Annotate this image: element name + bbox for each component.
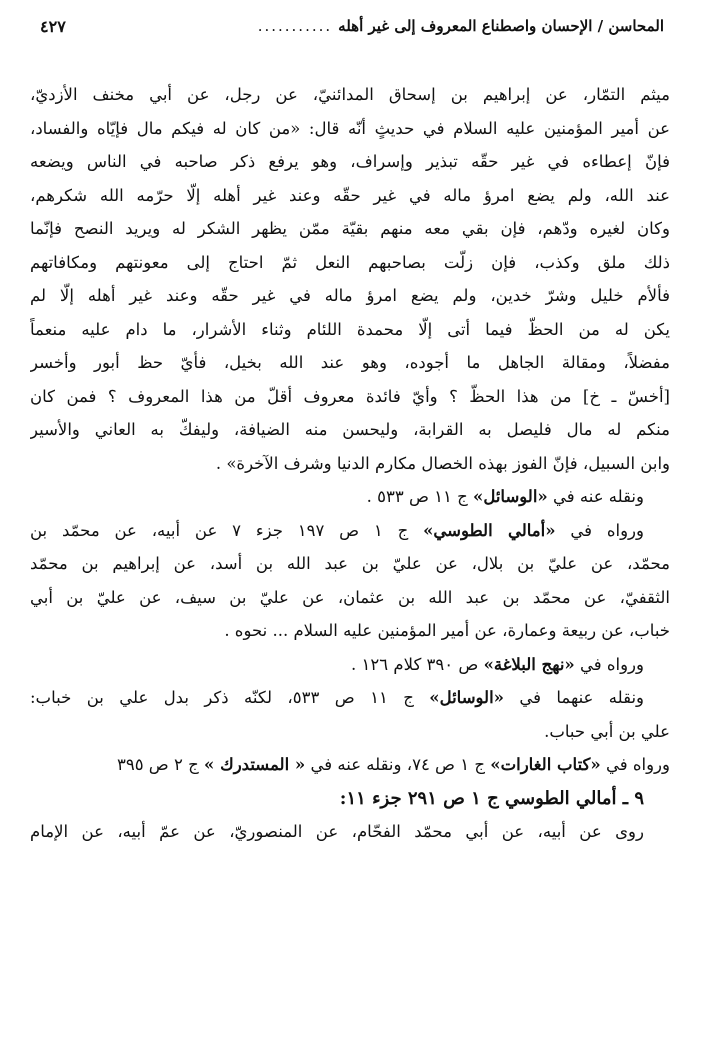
text-line: منكم له مال فليصل به القرابة، وليحسن منه الضيافة، وليفكّ به العاني والأسير [30, 420, 670, 439]
book-title: «أمالي الطوسي» [423, 520, 556, 540]
ref-prefix: ورواه في [574, 654, 644, 674]
book-title: « المستدرك » [204, 755, 306, 774]
ref-prefix: ونقله عنهما في [503, 688, 645, 707]
running-title: المحاسن / الإحسان واصطناع المعروف إلى غير أهله [338, 17, 664, 35]
reference-nahj [30, 648, 670, 682]
text-line [30, 648, 670, 682]
header-dot-leader: ........... [257, 17, 333, 35]
text-line: ذلك ملق وكذب، فإن زلّت بصاحبهم النعل ثمّ احتاج إلى معونتهم ومكافاتهم [30, 252, 670, 272]
text-line [30, 681, 670, 715]
text-line: [أخسّ ـ خ] من هذا الحظّ ؟ وأيّ فائدة معروف أقلّ من هذا المعروف ؟ فمن كان [30, 386, 670, 406]
reference-gharat [30, 748, 670, 782]
book-title: «الوسائل» [473, 487, 548, 506]
reference-wasail [30, 480, 670, 514]
text-line: يكن له من الحظّ فيما أتى إلّا محمدة اللئام وثناء الأشرار، ما دام عليه منعماً [30, 319, 670, 339]
reference-wasail-second [30, 681, 670, 748]
text-line: فألأم خليل وشرّ خدين، ولم يضع امرؤ ماله في غير حقّه وعند غير أهله إلّا لم [30, 286, 670, 305]
ref-prefix: ورواه في [600, 755, 670, 774]
page-header [40, 12, 664, 41]
text-line: فإنّ إعطاءه في غير حقّه تبذير وإسراف، وهو يرفع ذكر صاحبه في الناس ويضعه [30, 152, 670, 171]
text-line: مفضلاً، ومقالة الجاهل ما أجوده، وهو عند الله بخيل، فأيّ حظ أبور وأخسر [30, 353, 670, 372]
text-line: ميثم التمّار، عن إبراهيم بن إسحاق المدائنيّ، عن رجل، عن أبي مخنف الأزديّ، [30, 85, 670, 104]
text-line [30, 748, 670, 782]
ref-suffix: ص ٣٩٠ كلام ١٢٦ . [351, 654, 484, 674]
book-title: «نهج البلاغة» [483, 654, 575, 674]
ref-suffix: ج ٢ ص ٣٩٥ [116, 755, 205, 774]
page-number: ٤٢٧ [40, 16, 66, 36]
ref-prefix: ونقله عنه في [547, 487, 644, 506]
text-line: عن أمير المؤمنين عليه السلام في حديثٍ أنّه قال: «من كان له فيكم مال فإيّاه والفساد، [30, 118, 670, 138]
book-title: «الوسائل» [429, 688, 504, 707]
ref-suffix: ج ١ ص ١٩٧ جزء ٧ عن أبيه، عن محمّد بن [30, 520, 424, 540]
reference-amali [30, 514, 670, 648]
ref-suffix: ج ١١ ص ٥٣٣ . [366, 487, 474, 506]
ref-middle: ج ١ ص ٧٤، ونقله عنه في [305, 755, 491, 774]
hadith-paragraph [30, 78, 670, 480]
text-line: محمّد، عن عليّ بن بلال، عن عليّ بن عبد الله بن أسد، عن إبراهيم بن محمّد [30, 554, 670, 573]
text-line: الثقفيّ، عن محمّد بن عبد الله بن عثمان، عن عليّ بن سيف، عن عليّ بن أبي [30, 587, 670, 607]
book-title: «كتاب الغارات» [490, 755, 601, 774]
section-heading: ٩ ـ أمالي الطوسي ج ١ ص ٢٩١ جزء ١١: [339, 787, 644, 809]
section-heading-block [30, 782, 670, 816]
final-paragraph [30, 815, 670, 849]
text-line: خباب، عن ربيعة وعمارة، عن أمير المؤمنين عليه السلام ... نحوه . [224, 621, 670, 640]
text-line: وكان لغيره ودّهم، فإن بقي معه منهم بقيّة ممّن يظهر الشكر له ويريد النصح فإنّما [30, 219, 670, 238]
text-line: عند الله، ولم يضع امرؤ ماله في غير حقّه وعند غير أهله إلّا حرّمه الله شكرهم، [30, 185, 670, 205]
ref-prefix: ورواه في [555, 520, 644, 540]
ref-suffix: ج ١١ ص ٥٣٣، لكنّه ذكر بدل علي بن خباب: [30, 688, 430, 707]
text-line [30, 480, 670, 514]
text-line: علي بن أبي حباب. [544, 721, 670, 741]
page-body [30, 78, 670, 849]
text-line: وابن السبيل، فإنّ الفوز بهذه الخصال مكارم الدنيا وشرف الآخرة» . [215, 453, 670, 473]
text-line [30, 514, 670, 548]
text-line: روى عن أبيه، عن أبي محمّد الفحّام، عن المنصوريّ، عن عمّ أبيه، عن الإمام [30, 822, 644, 841]
